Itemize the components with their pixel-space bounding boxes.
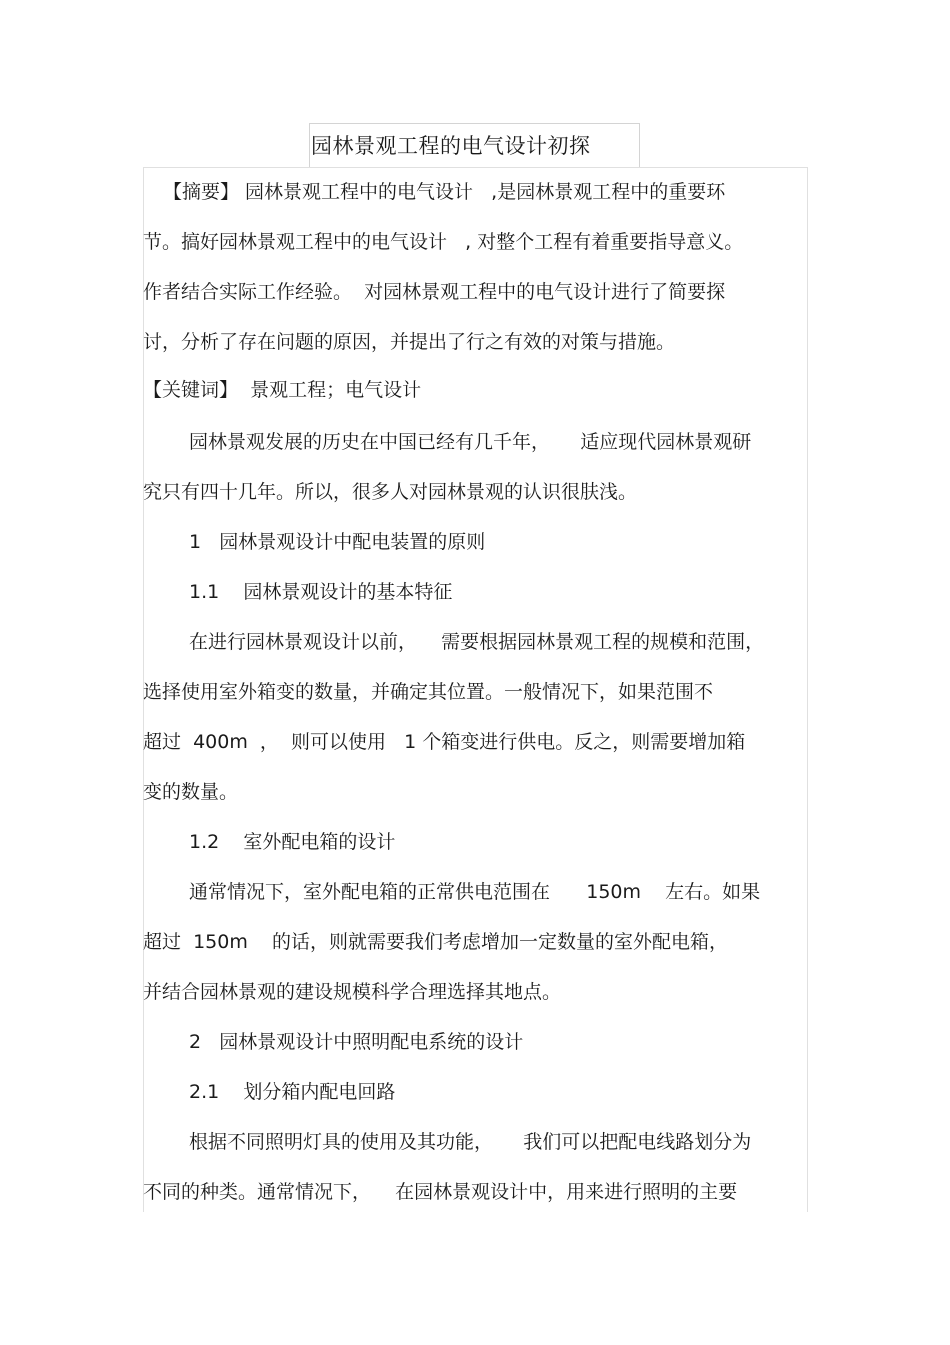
section-heading-1-1: 1.1 园林景观设计的基本特征 [189, 581, 453, 603]
paragraph-line: 变的数量。 [143, 781, 239, 803]
abstract-line-2: 节。搞好园林景观工程中的电气设计 , 对整个工程有着重要指导意义。 [143, 231, 744, 253]
paragraph-line: 通常情况下，室外配电箱的正常供电范围在 150m 左右。如果 [189, 881, 761, 903]
section-heading-1: 1 园林景观设计中配电装置的原则 [189, 531, 486, 553]
paragraph-line: 超过 150m 的话，则就需要我们考虑增加一定数量的室外配电箱， [143, 931, 729, 953]
section-heading-1-2: 1.2 室外配电箱的设计 [189, 831, 396, 853]
section-heading-2: 2 园林景观设计中照明配电系统的设计 [189, 1031, 524, 1053]
paragraph-line: 在进行园林景观设计以前， 需要根据园林景观工程的规模和范围， [189, 631, 765, 653]
paragraph-line: 超过 400m ， 则可以使用 1 个箱变进行供电。反之，则需要增加箱 [143, 731, 746, 753]
paragraph-line: 并结合园林景观的建设规模科学合理选择其地点。 [143, 981, 562, 1003]
document-title: 园林景观工程的电气设计初探 [311, 134, 591, 158]
abstract-line-4: 讨，分析了存在问题的原因，并提出了行之有效的对策与措施。 [143, 331, 676, 353]
keywords-line: 【关键词】 景观工程；电气设计 [143, 379, 422, 401]
paragraph-line: 园林景观发展的历史在中国已经有几千年， 适应现代园林景观研 [189, 431, 752, 453]
abstract-line-3: 作者结合实际工作经验。 对园林景观工程中的电气设计进行了简要探 [143, 281, 726, 303]
abstract-line-1: 【摘要】 园林景观工程中的电气设计 ,是园林景观工程中的重要环 [163, 181, 726, 203]
section-heading-2-1: 2.1 划分箱内配电回路 [189, 1081, 396, 1103]
paragraph-line: 不同的种类。通常情况下， 在园林景观设计中，用来进行照明的主要 [143, 1181, 738, 1203]
paragraph-line: 根据不同照明灯具的使用及其功能， 我们可以把配电线路划分为 [189, 1131, 752, 1153]
paragraph-line: 选择使用室外箱变的数量，并确定其位置。一般情况下，如果范围不 [143, 681, 714, 703]
paragraph-line: 究只有四十几年。所以，很多人对园林景观的认识很肤浅。 [143, 481, 638, 503]
